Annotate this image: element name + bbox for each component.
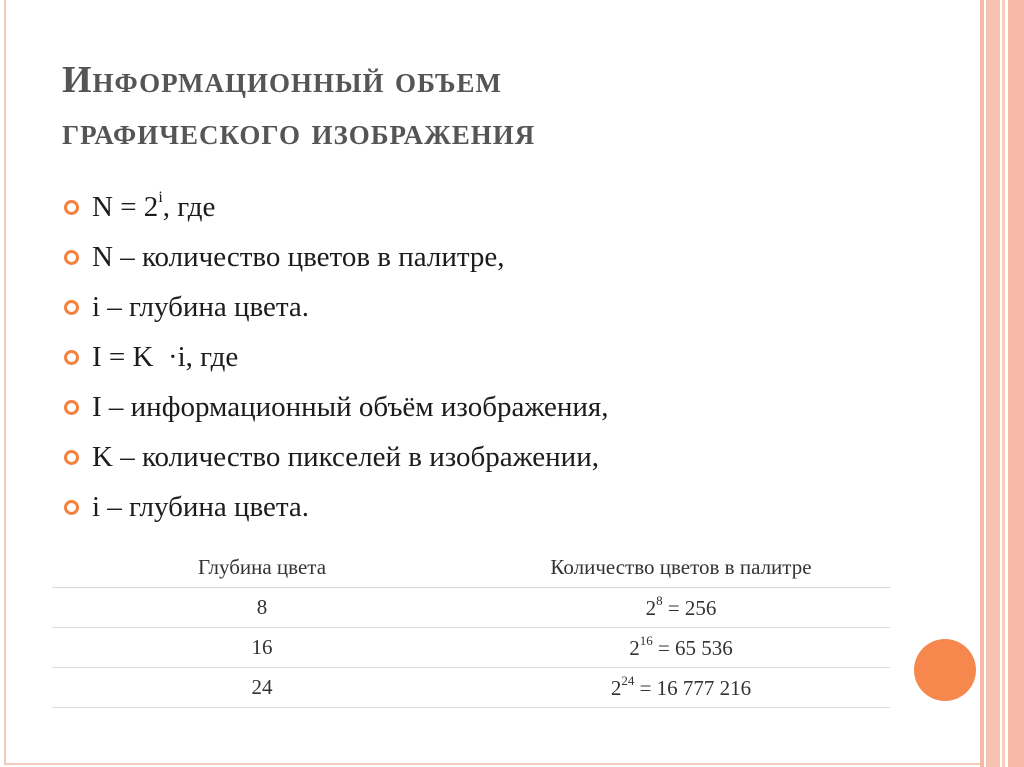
decorative-stripe bbox=[1008, 0, 1024, 767]
bullet-text: I = K ·i, где bbox=[92, 341, 239, 373]
bullet-item bbox=[62, 182, 922, 232]
power-result: = 65 536 bbox=[652, 635, 733, 660]
bullet-circle-icon bbox=[64, 450, 79, 465]
power-base: 2 bbox=[645, 595, 657, 620]
colors-cell bbox=[472, 628, 890, 668]
bullet-circle-icon bbox=[64, 400, 79, 415]
bullet-circle-icon bbox=[64, 300, 79, 315]
bullet-circle-icon bbox=[64, 350, 79, 365]
bullet-item bbox=[62, 432, 922, 482]
bullet-text: N = 2 bbox=[92, 191, 159, 223]
bullet-item bbox=[62, 282, 922, 332]
bullet-item bbox=[62, 482, 922, 532]
bullet-item bbox=[62, 332, 922, 382]
power-result: = 256 bbox=[662, 595, 717, 620]
table-header-row bbox=[52, 548, 890, 588]
decorative-stripe bbox=[986, 0, 1000, 767]
bullet-superscript: i bbox=[158, 189, 163, 207]
power-base: 2 bbox=[610, 675, 622, 700]
frame-left-line bbox=[4, 0, 6, 765]
power-exponent: 16 bbox=[639, 632, 653, 648]
decorative-stripe bbox=[1002, 0, 1005, 767]
bullet-text: N – количество цветов в палитре, bbox=[92, 241, 505, 273]
slide-title-line-2: графического изображения bbox=[62, 111, 536, 153]
bullet-tail: , где bbox=[162, 191, 216, 223]
slide-title bbox=[62, 54, 882, 158]
bullet-text: i – глубина цвета. bbox=[92, 491, 310, 523]
color-depth-table bbox=[52, 548, 890, 708]
bullet-text: K – количество пикселей в изображении, bbox=[92, 441, 599, 473]
decorative-circle bbox=[914, 639, 976, 701]
power-base: 2 bbox=[629, 635, 640, 660]
slide-title-line-1: Информационный объем bbox=[62, 59, 503, 101]
depth-cell: 16 bbox=[52, 628, 472, 668]
table-row bbox=[52, 668, 890, 708]
table-row bbox=[52, 588, 890, 628]
power-result: = 16 777 216 bbox=[634, 675, 752, 700]
bullet-text: i – глубина цвета. bbox=[92, 291, 310, 323]
bullet-item bbox=[62, 382, 922, 432]
bullet-circle-icon bbox=[64, 200, 79, 215]
colors-cell bbox=[472, 668, 890, 708]
bullet-list bbox=[62, 182, 922, 532]
column-header-colors: Количество цветов в палитре bbox=[472, 548, 890, 588]
bullet-circle-icon bbox=[64, 250, 79, 265]
depth-cell: 24 bbox=[52, 668, 472, 708]
frame-bottom-line bbox=[4, 763, 980, 765]
colors-cell bbox=[472, 588, 890, 628]
depth-cell: 8 bbox=[52, 588, 472, 628]
column-header-depth: Глубина цвета bbox=[52, 548, 472, 588]
power-exponent: 8 bbox=[656, 592, 663, 608]
power-exponent: 24 bbox=[621, 672, 635, 688]
bullet-item bbox=[62, 232, 922, 282]
bullet-text: I – информационный объём изображения, bbox=[92, 391, 609, 423]
decorative-stripe bbox=[980, 0, 984, 767]
table-row bbox=[52, 628, 890, 668]
bullet-circle-icon bbox=[64, 500, 79, 515]
